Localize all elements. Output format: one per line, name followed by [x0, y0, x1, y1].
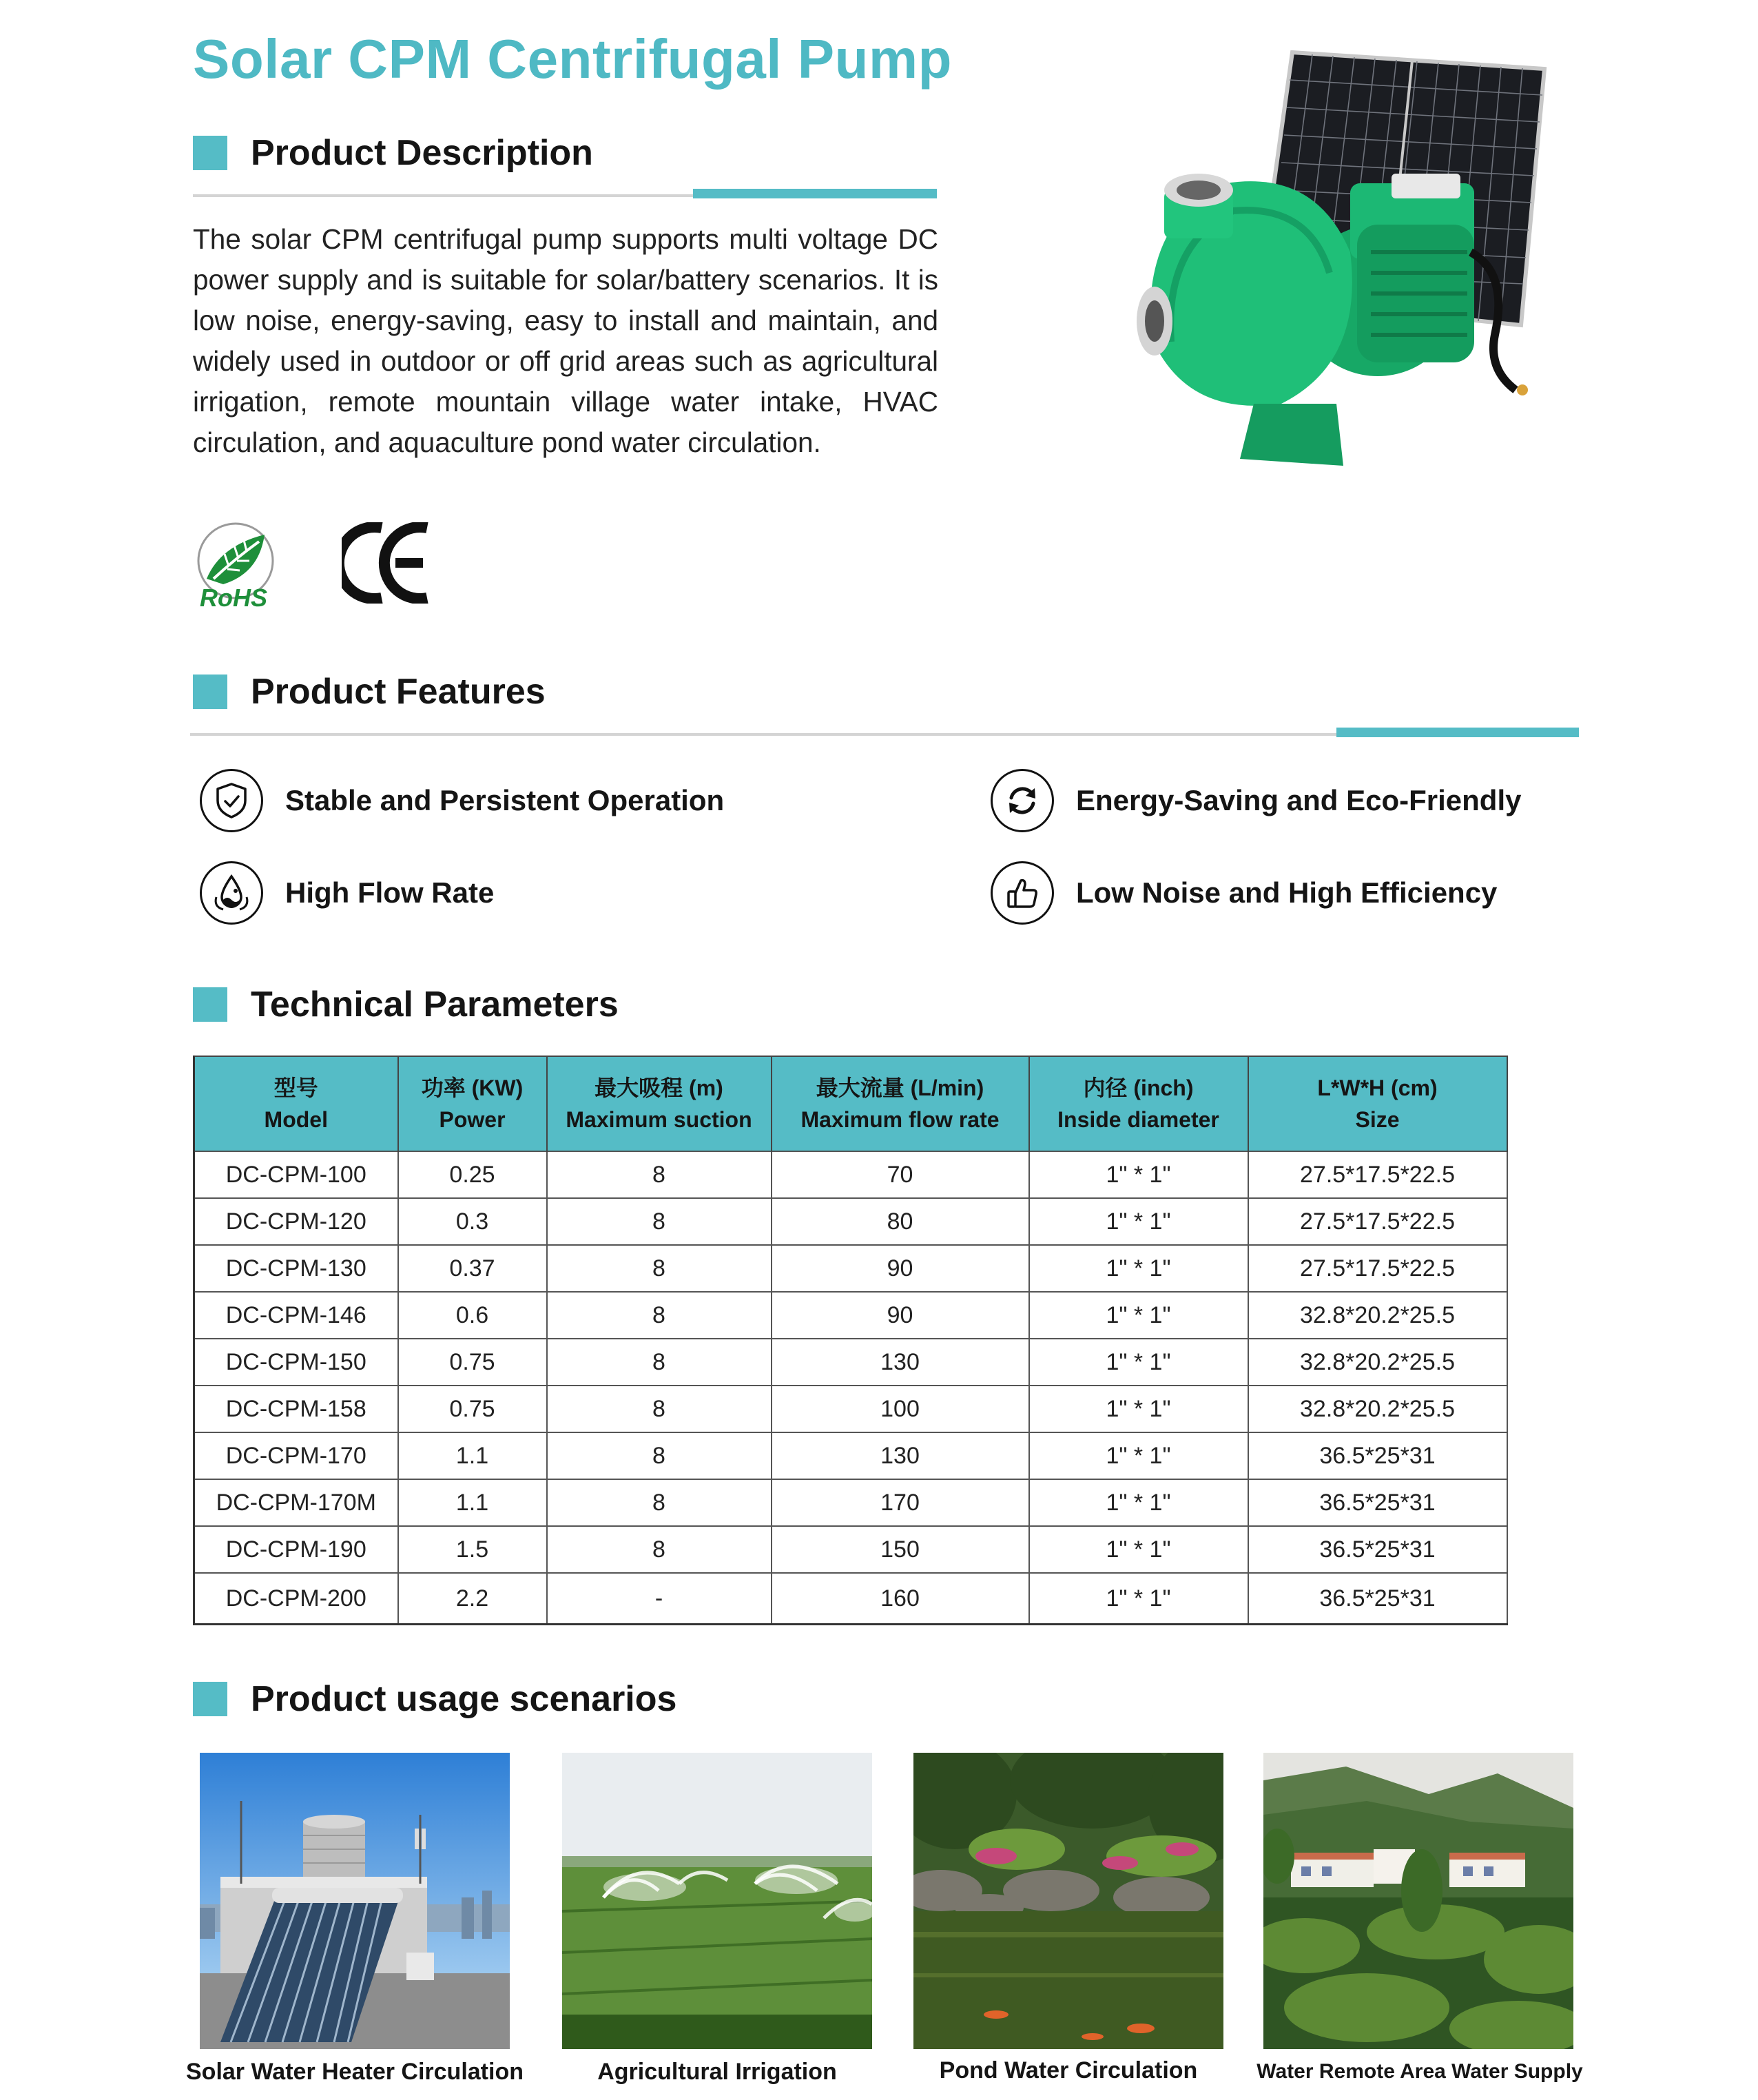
header-label-cn: 最大吸程 (m) [594, 1075, 723, 1100]
table-cell: 8 [547, 1432, 772, 1479]
section-header-description [193, 132, 593, 174]
table-cell: DC-CPM-120 [194, 1198, 398, 1245]
table-cell: 1" * 1" [1029, 1292, 1248, 1339]
table-cell: 36.5*25*31 [1248, 1573, 1507, 1625]
header-label-cn: L*W*H (cm) [1317, 1075, 1438, 1100]
technical-parameters-table [193, 1056, 1508, 1625]
table-cell: 1.1 [398, 1479, 547, 1526]
water-drop-icon [200, 861, 263, 925]
section-title-features: Product Features [251, 672, 546, 712]
table-header-row [194, 1056, 1507, 1151]
table-cell: 0.3 [398, 1198, 547, 1245]
table-cell: DC-CPM-190 [194, 1526, 398, 1573]
header-label-en: Power [439, 1107, 506, 1132]
section-marker [193, 136, 227, 170]
shield-check-icon [200, 769, 263, 832]
header-label-cn: 内径 (inch) [1083, 1075, 1194, 1100]
table-cell: 0.75 [398, 1386, 547, 1432]
table-cell: 0.6 [398, 1292, 547, 1339]
scenario-image-remote-area-water-supply [1263, 1753, 1573, 2049]
table-cell: 1" * 1" [1029, 1479, 1248, 1526]
description-divider-accent [693, 189, 937, 198]
table-cell: 1.1 [398, 1432, 547, 1479]
header-label-cn: 最大流量 (L/min) [816, 1075, 984, 1100]
table-cell: 8 [547, 1339, 772, 1386]
header-label-cn: 型号 [273, 1075, 318, 1100]
table-cell: 8 [547, 1386, 772, 1432]
product-description-text: The solar CPM centrifugal pump supports multi voltage DC power supply and is suitable for solar/battery scenarios. It is low noise, energy-saving, easy to install and maintain, and widely used in outdoor or off grid areas such as agricultural irrigation, remote mountain village water intake, HVAC circulation, and aquaculture pond water circulation. [193, 223, 938, 458]
table-cell: DC-CPM-200 [194, 1573, 398, 1625]
table-cell: 130 [772, 1339, 1029, 1386]
feature-energy-saving [991, 769, 1521, 832]
table-cell: 8 [547, 1292, 772, 1339]
table-cell: DC-CPM-170 [194, 1432, 398, 1479]
table-cell: DC-CPM-100 [194, 1151, 398, 1198]
table-cell: 8 [547, 1479, 772, 1526]
table-row [194, 1432, 1507, 1479]
header-label-en: Inside diameter [1057, 1107, 1219, 1132]
table-cell: 36.5*25*31 [1248, 1479, 1507, 1526]
thumbs-up-icon [991, 861, 1054, 925]
table-cell: 32.8*20.2*25.5 [1248, 1386, 1507, 1432]
feature-high-flow [200, 861, 494, 925]
product-image-pump-with-solar-panel [1123, 45, 1557, 473]
section-title-description: Product Description [251, 133, 593, 173]
table-cell: 150 [772, 1526, 1029, 1573]
header-label-en: Maximum flow rate [800, 1107, 1000, 1132]
section-title-scenarios: Product usage scenarios [251, 1679, 677, 1719]
table-cell: 0.37 [398, 1245, 547, 1292]
table-row [194, 1526, 1507, 1573]
table-cell: 0.25 [398, 1151, 547, 1198]
feature-label: Energy-Saving and Eco-Friendly [1076, 784, 1522, 816]
table-cell: 27.5*17.5*22.5 [1248, 1245, 1507, 1292]
feature-label: Low Noise and High Efficiency [1076, 876, 1498, 909]
table-cell: 130 [772, 1432, 1029, 1479]
table-cell: 8 [547, 1526, 772, 1573]
table-cell: 0.75 [398, 1339, 547, 1386]
table-cell: 1" * 1" [1029, 1198, 1248, 1245]
table-cell: 1.5 [398, 1526, 547, 1573]
table-cell: 32.8*20.2*25.5 [1248, 1292, 1507, 1339]
table-cell: 8 [547, 1245, 772, 1292]
table-cell: 32.8*20.2*25.5 [1248, 1339, 1507, 1386]
page-title: Solar CPM Centrifugal Pump [193, 28, 952, 90]
table-header-cell [547, 1056, 772, 1151]
scenario-caption: Water Remote Area Water Supply [1257, 2060, 1583, 2083]
feature-label: Stable and Persistent Operation [285, 784, 725, 816]
table-cell: 2.2 [398, 1573, 547, 1625]
table-row [194, 1573, 1507, 1625]
table-cell: 27.5*17.5*22.5 [1248, 1198, 1507, 1245]
table-cell: DC-CPM-170M [194, 1479, 398, 1526]
table-row [194, 1151, 1507, 1198]
table-cell: - [547, 1573, 772, 1625]
header-label-cn: 功率 (KW) [421, 1075, 524, 1100]
table-header-cell [1029, 1056, 1248, 1151]
section-header-features [193, 671, 546, 712]
table-cell: 1" * 1" [1029, 1339, 1248, 1386]
table-header-cell [398, 1056, 547, 1151]
table-cell: 160 [772, 1573, 1029, 1625]
section-marker [193, 675, 227, 709]
table-cell: 8 [547, 1198, 772, 1245]
header-label-en: Size [1355, 1107, 1400, 1132]
section-title-parameters: Technical Parameters [251, 985, 619, 1025]
table-cell: 170 [772, 1479, 1029, 1526]
table-cell: 36.5*25*31 [1248, 1432, 1507, 1479]
table-cell: 80 [772, 1198, 1029, 1245]
features-divider-accent [1336, 728, 1579, 737]
table-row [194, 1386, 1507, 1432]
section-marker [193, 987, 227, 1022]
scenario-image-solar-water-heater [200, 1753, 510, 2049]
rohs-text: RoHS [200, 584, 267, 610]
rohs-certification-logo [193, 518, 289, 610]
scenario-caption: Pond Water Circulation [939, 2057, 1198, 2083]
recycle-arrows-icon [991, 769, 1054, 832]
table-cell: 1" * 1" [1029, 1386, 1248, 1432]
header-label-en: Model [264, 1107, 328, 1132]
header-label-en: Maximum suction [566, 1107, 752, 1132]
table-cell: DC-CPM-158 [194, 1386, 398, 1432]
table-cell: 27.5*17.5*22.5 [1248, 1151, 1507, 1198]
section-header-parameters [193, 984, 619, 1025]
scenario-caption: Agricultural Irrigation [597, 2059, 837, 2085]
table-header-cell [772, 1056, 1029, 1151]
table-row [194, 1198, 1507, 1245]
ce-certification-logo [342, 522, 431, 604]
scenario-caption: Solar Water Heater Circulation [186, 2059, 524, 2085]
table-row [194, 1479, 1507, 1526]
table-cell: 1" * 1" [1029, 1432, 1248, 1479]
feature-stable-operation [200, 769, 724, 832]
table-body [194, 1151, 1507, 1625]
scenario-image-agricultural-irrigation [562, 1753, 872, 2049]
table-row [194, 1245, 1507, 1292]
table-cell: 8 [547, 1151, 772, 1198]
section-header-scenarios [193, 1678, 676, 1720]
table-cell: 1" * 1" [1029, 1573, 1248, 1625]
table-cell: 90 [772, 1292, 1029, 1339]
table-cell: 100 [772, 1386, 1029, 1432]
table-cell: 1" * 1" [1029, 1151, 1248, 1198]
table-cell: DC-CPM-146 [194, 1292, 398, 1339]
section-marker [193, 1682, 227, 1716]
table-cell: 36.5*25*31 [1248, 1526, 1507, 1573]
feature-low-noise [991, 861, 1497, 925]
table-row [194, 1339, 1507, 1386]
table-row [194, 1292, 1507, 1339]
table-cell: DC-CPM-150 [194, 1339, 398, 1386]
feature-label: High Flow Rate [285, 876, 495, 909]
table-cell: 70 [772, 1151, 1029, 1198]
table-header-cell [194, 1056, 398, 1151]
table-cell: 90 [772, 1245, 1029, 1292]
table-cell: DC-CPM-130 [194, 1245, 398, 1292]
scenario-image-pond-water-circulation [913, 1753, 1223, 2049]
table-cell: 1" * 1" [1029, 1245, 1248, 1292]
table-cell: 1" * 1" [1029, 1526, 1248, 1573]
table-header-cell [1248, 1056, 1507, 1151]
